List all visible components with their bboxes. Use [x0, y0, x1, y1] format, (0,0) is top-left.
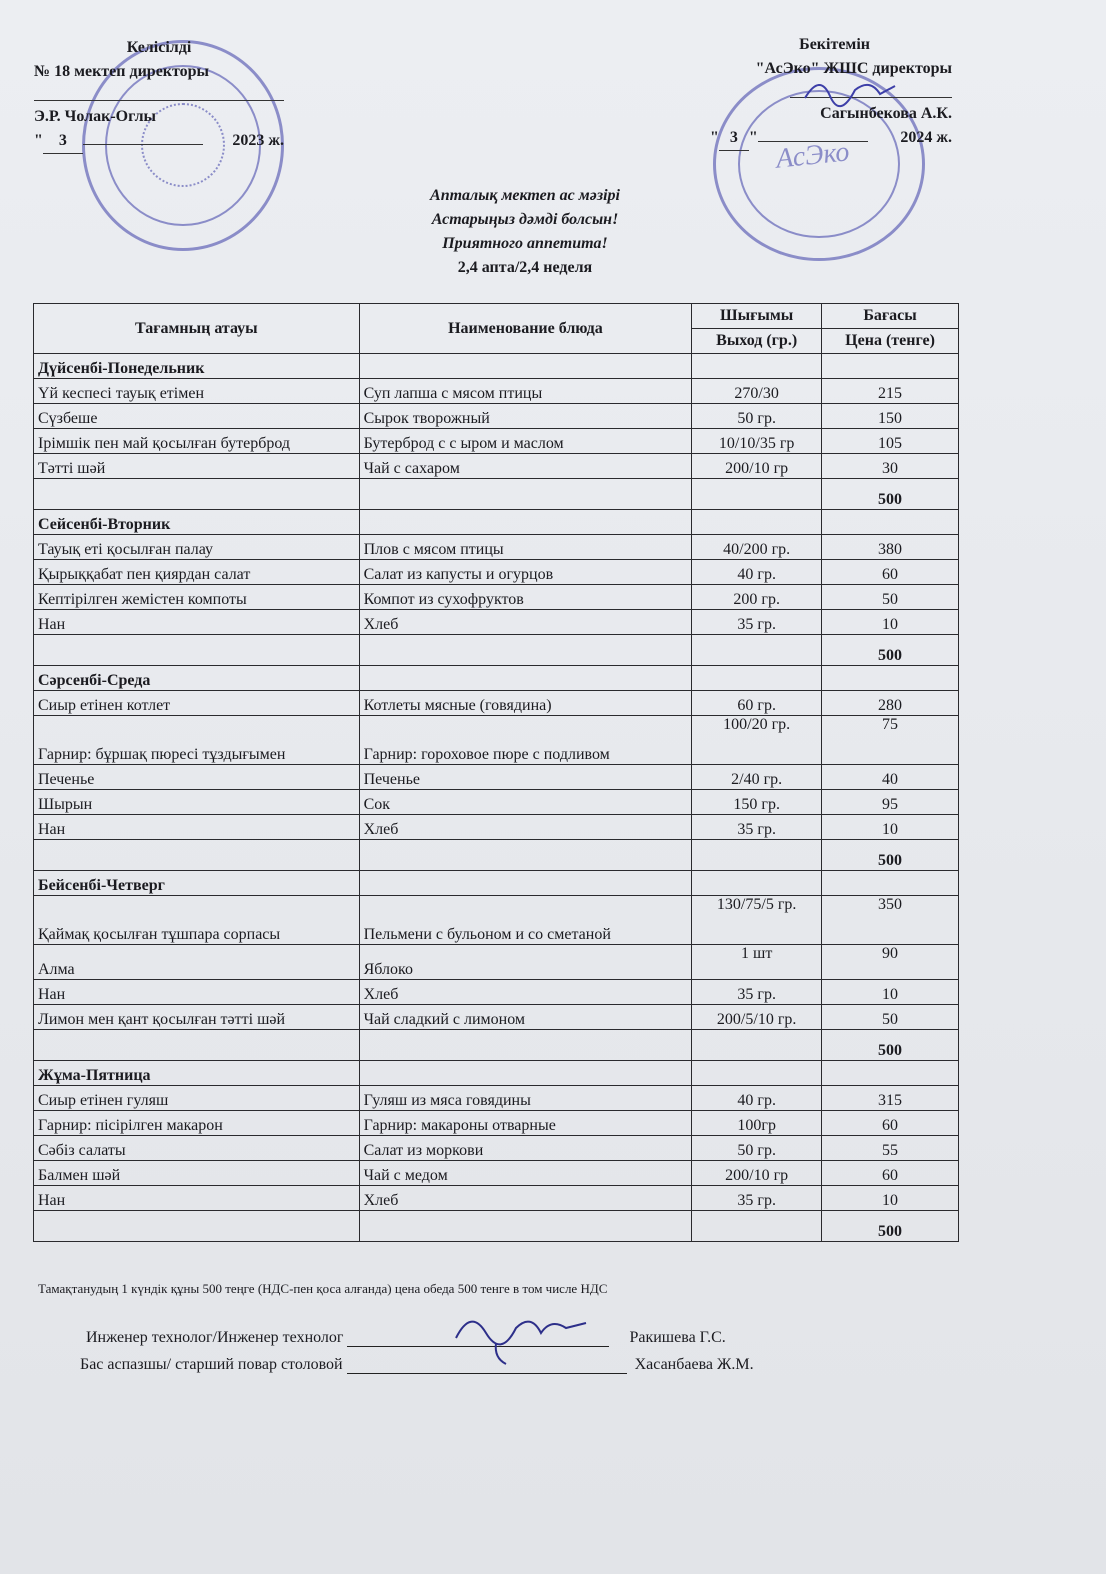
empty-cell — [359, 871, 692, 896]
dish-name-kz: Печенье — [34, 765, 360, 790]
dish-name-kz: Нан — [34, 1186, 360, 1211]
dish-output: 2/40 гр. — [692, 765, 822, 790]
dish-price: 105 — [822, 429, 959, 454]
dish-row — [34, 980, 959, 1005]
empty-cell — [359, 1211, 692, 1242]
day-total: 500 — [822, 479, 959, 510]
day-name: Дүйсенбі-Понедельник — [34, 354, 360, 379]
dish-row — [34, 765, 959, 790]
dish-row — [34, 610, 959, 635]
dish-name-kz: Нан — [34, 610, 360, 635]
dish-name-ru: Хлеб — [359, 815, 692, 840]
dish-name-kz: Гарнир: пісірілген макарон — [34, 1111, 360, 1136]
dish-name-ru: Салат из моркови — [359, 1136, 692, 1161]
dish-name-ru: Гарнир: гороховое пюре с подливом — [359, 716, 692, 765]
day-total-row — [34, 635, 959, 666]
dish-name-ru: Хлеб — [359, 610, 692, 635]
dish-output: 100/20 гр. — [692, 716, 822, 765]
dish-price: 10 — [822, 1186, 959, 1211]
dish-name-ru: Чай с сахаром — [359, 454, 692, 479]
dish-row — [34, 404, 959, 429]
dish-row — [34, 1136, 959, 1161]
dish-name-kz: Нан — [34, 980, 360, 1005]
dish-name-ru: Котлеты мясные (говядина) — [359, 691, 692, 716]
dish-row — [34, 1161, 959, 1186]
price-note: Тамақтанудың 1 күндік құны 500 теңге (НДС-пен қоса алғанда) цена обеда 500 тенге в том числе НДС — [38, 1281, 608, 1296]
dish-price: 380 — [822, 535, 959, 560]
header-ru-name: Наименование блюда — [359, 304, 692, 354]
dish-output: 150 гр. — [692, 790, 822, 815]
dish-output: 35 гр. — [692, 815, 822, 840]
dish-price: 350 — [822, 896, 959, 945]
day-name: Сәрсенбі-Среда — [34, 666, 360, 691]
dish-name-ru: Салат из капусты и огурцов — [359, 560, 692, 585]
cook-name: Хасанбаева Ж.М. — [634, 1356, 754, 1373]
dish-output: 200 гр. — [692, 585, 822, 610]
day-name: Жұма-Пятница — [34, 1061, 360, 1086]
dish-output: 40 гр. — [692, 1086, 822, 1111]
dish-name-kz: Балмен шәй — [34, 1161, 360, 1186]
empty-cell — [359, 1030, 692, 1061]
dish-price: 40 — [822, 765, 959, 790]
header-price-kz: Бағасы — [822, 304, 959, 329]
dish-row — [34, 815, 959, 840]
empty-cell — [34, 479, 360, 510]
dish-name-kz: Қырыққабат пен қиярдан салат — [34, 560, 360, 585]
dish-row — [34, 1186, 959, 1211]
menu-table — [33, 303, 959, 1242]
dish-price: 315 — [822, 1086, 959, 1111]
dish-price: 30 — [822, 454, 959, 479]
dish-output: 40/200 гр. — [692, 535, 822, 560]
dish-name-ru: Сырок творожный — [359, 404, 692, 429]
header-agreed-block — [34, 36, 284, 154]
header-output-ru: Выход (гр.) — [692, 329, 822, 354]
dish-name-kz: Қаймақ қосылған тұшпара сорпасы — [34, 896, 360, 945]
day-row — [34, 666, 959, 691]
approved-position: "АсЭко" ЖШС директоры — [755, 60, 952, 77]
dish-name-kz: Сәбіз салаты — [34, 1136, 360, 1161]
dish-name-kz: Ірімшік пен май қосылған бутерброд — [34, 429, 360, 454]
dish-name-ru: Пельмени с бульоном и со сметаной — [359, 896, 692, 945]
empty-cell — [359, 1061, 692, 1086]
dish-output: 200/10 гр — [692, 1161, 822, 1186]
empty-cell — [692, 479, 822, 510]
signature-row-cook — [80, 1356, 754, 1374]
director-signature — [800, 68, 900, 108]
day-row — [34, 354, 959, 379]
day-total-row — [34, 479, 959, 510]
dish-name-ru: Компот из сухофруктов — [359, 585, 692, 610]
dish-name-ru: Яблоко — [359, 945, 692, 980]
dish-output: 50 гр. — [692, 1136, 822, 1161]
empty-cell — [822, 354, 959, 379]
dish-output: 50 гр. — [692, 404, 822, 429]
dish-name-ru: Печенье — [359, 765, 692, 790]
empty-cell — [692, 871, 822, 896]
empty-cell — [692, 840, 822, 871]
empty-cell — [359, 354, 692, 379]
day-total-row — [34, 840, 959, 871]
empty-cell — [692, 1061, 822, 1086]
day-total: 500 — [822, 1030, 959, 1061]
empty-cell — [692, 666, 822, 691]
dish-output: 35 гр. — [692, 610, 822, 635]
dish-name-kz: Кептірілген жемістен компоты — [34, 585, 360, 610]
dish-output: 10/10/35 гр — [692, 429, 822, 454]
header-price-ru: Цена (тенге) — [822, 329, 959, 354]
dish-row — [34, 945, 959, 980]
title-line-1: Апталық мектеп ас мәзірі — [430, 187, 620, 204]
cook-role: Бас аспазшы/ старший повар столовой — [80, 1356, 343, 1373]
dish-output: 200/5/10 гр. — [692, 1005, 822, 1030]
dish-name-kz: Сиыр етінен котлет — [34, 691, 360, 716]
dish-output: 1 шт — [692, 945, 822, 980]
dish-row — [34, 379, 959, 404]
signature-row-technologist — [86, 1329, 726, 1347]
dish-price: 60 — [822, 560, 959, 585]
technologist-role: Инженер технолог/Инженер технолог — [86, 1329, 344, 1346]
empty-cell — [359, 510, 692, 535]
empty-cell — [359, 479, 692, 510]
agreed-name: Э.Р. Чолак-Оглы — [34, 108, 157, 125]
dish-output: 270/30 — [692, 379, 822, 404]
dish-price: 215 — [822, 379, 959, 404]
empty-cell — [822, 666, 959, 691]
dish-name-ru: Гарнир: макароны отварные — [359, 1111, 692, 1136]
dish-row — [34, 716, 959, 765]
dish-price: 50 — [822, 1005, 959, 1030]
empty-cell — [692, 354, 822, 379]
dish-output: 35 гр. — [692, 1186, 822, 1211]
dish-output: 40 гр. — [692, 560, 822, 585]
technologist-name: Ракишева Г.С. — [629, 1329, 726, 1346]
dish-price: 60 — [822, 1161, 959, 1186]
dish-row — [34, 691, 959, 716]
day-row — [34, 510, 959, 535]
empty-cell — [692, 510, 822, 535]
empty-cell — [34, 1211, 360, 1242]
agreed-date: " 3 2023 ж. — [34, 129, 284, 154]
dish-name-kz: Гарнир: бұршақ пюресі тұздығымен — [34, 716, 360, 765]
dish-output: 200/10 гр — [692, 454, 822, 479]
dish-row — [34, 429, 959, 454]
dish-price: 90 — [822, 945, 959, 980]
day-row — [34, 871, 959, 896]
dish-price: 75 — [822, 716, 959, 765]
menu-table-body — [34, 304, 959, 1242]
dish-name-ru: Гуляш из мяса говядины — [359, 1086, 692, 1111]
dish-name-ru: Чай сладкий с лимоном — [359, 1005, 692, 1030]
dish-name-ru: Бутерброд с с ыром и маслом — [359, 429, 692, 454]
dish-name-kz: Сүзбеше — [34, 404, 360, 429]
dish-name-kz: Нан — [34, 815, 360, 840]
empty-cell — [692, 1030, 822, 1061]
dish-row — [34, 896, 959, 945]
dish-row — [34, 1086, 959, 1111]
empty-cell — [34, 635, 360, 666]
empty-cell — [822, 1061, 959, 1086]
stamp-text: АсЭко — [774, 136, 851, 175]
dish-row — [34, 1111, 959, 1136]
dish-price: 10 — [822, 980, 959, 1005]
dish-row — [34, 585, 959, 610]
dish-row — [34, 535, 959, 560]
title-line-3: Приятного аппетита! — [442, 235, 608, 252]
dish-name-ru: Плов с мясом птицы — [359, 535, 692, 560]
empty-cell — [34, 1030, 360, 1061]
dish-price: 150 — [822, 404, 959, 429]
dish-price: 50 — [822, 585, 959, 610]
empty-cell — [359, 635, 692, 666]
dish-name-kz: Алма — [34, 945, 360, 980]
day-total: 500 — [822, 635, 959, 666]
day-total-row — [34, 1211, 959, 1242]
title-line-4: 2,4 апта/2,4 неделя — [457, 259, 593, 276]
dish-name-ru: Суп лапша с мясом птицы — [359, 379, 692, 404]
dish-row — [34, 790, 959, 815]
dish-name-kz: Лимон мен қант қосылған тәтті шәй — [34, 1005, 360, 1030]
day-total: 500 — [822, 840, 959, 871]
dish-name-kz: Үй кеспесі тауық етімен — [34, 379, 360, 404]
header-kz-name: Тағамның атауы — [34, 304, 360, 354]
empty-cell — [34, 840, 360, 871]
day-name: Сейсенбі-Вторник — [34, 510, 360, 535]
technologist-signature — [446, 1298, 596, 1368]
day-row — [34, 1061, 959, 1086]
menu-title — [355, 184, 695, 280]
title-line-2: Астарыңыз дәмді болсын! — [431, 211, 619, 228]
dish-output: 35 гр. — [692, 980, 822, 1005]
empty-cell — [822, 510, 959, 535]
approved-name: Сагынбекова А.К. — [820, 105, 952, 122]
dish-price: 55 — [822, 1136, 959, 1161]
dish-price: 60 — [822, 1111, 959, 1136]
header-output-kz: Шығымы — [692, 304, 822, 329]
approved-date: " 3 " 2024 ж. — [690, 126, 952, 151]
dish-price: 10 — [822, 610, 959, 635]
signature-line — [34, 86, 284, 101]
table-header-row — [34, 304, 959, 329]
dish-price: 10 — [822, 815, 959, 840]
dish-name-kz: Сиыр етінен гуляш — [34, 1086, 360, 1111]
dish-name-kz: Тауық еті қосылған палау — [34, 535, 360, 560]
dish-name-ru: Хлеб — [359, 1186, 692, 1211]
approved-label: Бекітемін — [799, 36, 870, 53]
dish-row — [34, 1005, 959, 1030]
agreed-label: Келісілді — [126, 39, 192, 56]
dish-price: 280 — [822, 691, 959, 716]
empty-cell — [359, 840, 692, 871]
dish-price: 95 — [822, 790, 959, 815]
day-total: 500 — [822, 1211, 959, 1242]
empty-cell — [692, 1211, 822, 1242]
agreed-position: № 18 мектеп директоры — [34, 63, 210, 80]
dish-output: 100гр — [692, 1111, 822, 1136]
dish-name-kz: Шырын — [34, 790, 360, 815]
dish-output: 60 гр. — [692, 691, 822, 716]
day-total-row — [34, 1030, 959, 1061]
dish-row — [34, 560, 959, 585]
empty-cell — [359, 666, 692, 691]
dish-name-ru: Чай с медом — [359, 1161, 692, 1186]
dish-output: 130/75/5 гр. — [692, 896, 822, 945]
empty-cell — [822, 871, 959, 896]
dish-name-ru: Хлеб — [359, 980, 692, 1005]
dish-name-kz: Тәтті шәй — [34, 454, 360, 479]
dish-row — [34, 454, 959, 479]
empty-cell — [692, 635, 822, 666]
day-name: Бейсенбі-Четверг — [34, 871, 360, 896]
dish-name-ru: Сок — [359, 790, 692, 815]
